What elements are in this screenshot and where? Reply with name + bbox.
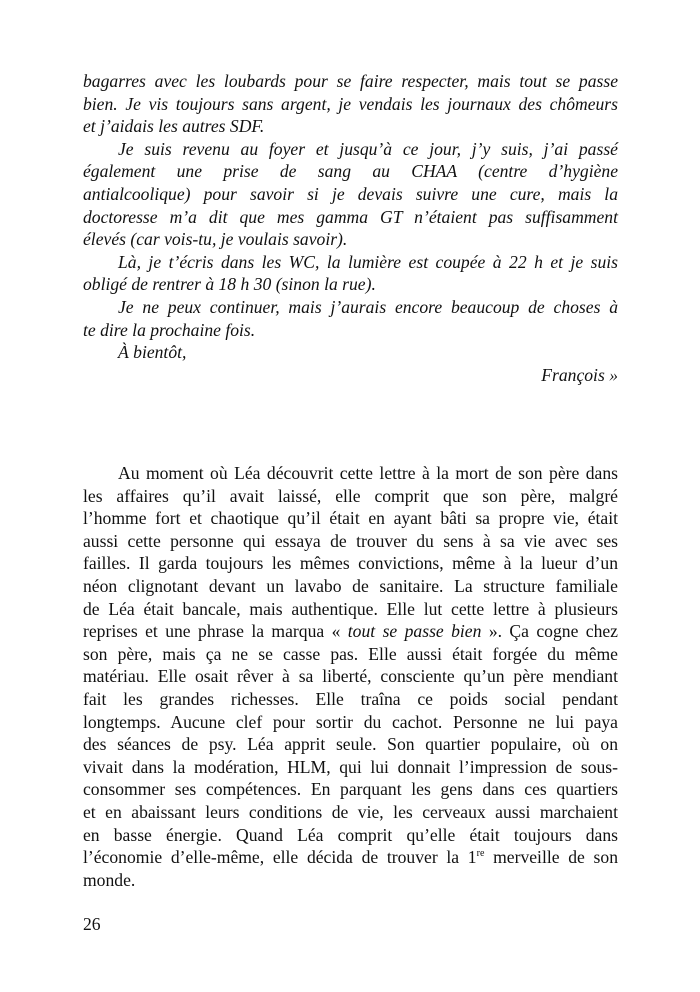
text-line: des séances de psy. Léa apprit seule. Son quartier populaire, où on	[83, 734, 618, 755]
body-paragraph	[83, 462, 618, 891]
text-line: consommer ses compétences. En parquant les gens dans ces quartiers	[83, 779, 618, 800]
text-line: bagarres avec les loubards pour se faire respecter, mais tout se passe	[83, 71, 618, 91]
quoted-phrase: tout se passe bien	[347, 621, 482, 642]
text-line: antialcoolique) pour savoir si je devais suivre une cure, mais la	[83, 183, 618, 204]
text-line: de Léa était bancale, mais authentique. Elle lut cette lettre à plusieurs	[83, 598, 618, 619]
text-line	[83, 620, 618, 643]
ordinal-before: l’économie d’elle-même, elle décida de trouver la 1	[83, 847, 477, 868]
text-line: en basse énergie. Quand Léa comprit qu’elle était toujours dans	[83, 824, 618, 845]
text-line: Au moment où Léa découvrit cette lettre à la mort de son père dans	[118, 463, 618, 483]
text-line: bien. Je vis toujours sans argent, je vendais les journaux des chômeurs	[83, 93, 618, 114]
text-line: les affaires qu’il avait laissé, elle comprit que son père, malgré	[83, 485, 618, 506]
text-line: néon clignotant devant un lavabo de sanitaire. La structure familiale	[83, 575, 618, 596]
quote-after: ». Ça cogne chez	[481, 621, 618, 642]
text-line: également une prise de sang au CHAA (centre d’hygiène	[83, 161, 618, 182]
text-line: Je ne peux continuer, mais j’aurais encore beaucoup de choses à	[118, 296, 618, 317]
text-line: À bientôt,	[118, 342, 187, 363]
text-line: matériau. Elle osait rêver à sa liberté, consciente qu’un père mendiant	[83, 666, 618, 687]
text-line: son père, mais ça ne se casse pas. Elle aussi était forgée du même	[83, 643, 618, 664]
text-line: et en abaissant leurs conditions de vie, les cerveaux aussi marchaient	[83, 801, 618, 822]
text-line: vivait dans la modération, HLM, qui lui donnait l’impression de sous-	[83, 756, 618, 777]
text-line: aussi cette personne qui essaya de trouver du sens à sa vie avec ses	[83, 530, 618, 551]
quote-before: reprises et une phrase la marqua «	[83, 621, 348, 642]
signature: François »	[541, 364, 618, 385]
page-number: 26	[83, 914, 101, 934]
text-line: et j’aidais les autres SDF.	[83, 116, 265, 137]
text-line: longtemps. Aucune clef pour sortir du cachot. Personne ne lui paya	[83, 711, 618, 732]
text-line: failles. Il garda toujours les mêmes convictions, même à la lueur d’un	[83, 553, 618, 574]
ordinal-after: merveille de son	[484, 847, 618, 868]
text-line	[83, 846, 618, 869]
text-line: l’homme fort et chaotique qu’il était en ayant bâti sa propre vie, était	[83, 508, 618, 529]
text-line: Je suis revenu au foyer et jusqu’à ce jour, j’y suis, j’ai passé	[118, 138, 618, 159]
text-line: élevés (car vois-tu, je voulais savoir).	[83, 229, 348, 250]
text-line: te dire la prochaine fois.	[83, 319, 256, 340]
ordinal-suffix: re	[476, 848, 485, 860]
text-line: monde.	[83, 869, 136, 890]
text-line: fait les grandes richesses. Elle traîna ce poids social pendant	[83, 688, 618, 709]
letter-excerpt	[83, 70, 618, 386]
text-line: Là, je t’écris dans les WC, la lumière est coupée à 22 h et je suis	[118, 251, 618, 272]
text-line: doctoresse m’a dit que mes gamma GT n’étaient pas suffisamment	[83, 206, 618, 227]
text-line: obligé de rentrer à 18 h 30 (sinon la rue).	[83, 274, 376, 295]
